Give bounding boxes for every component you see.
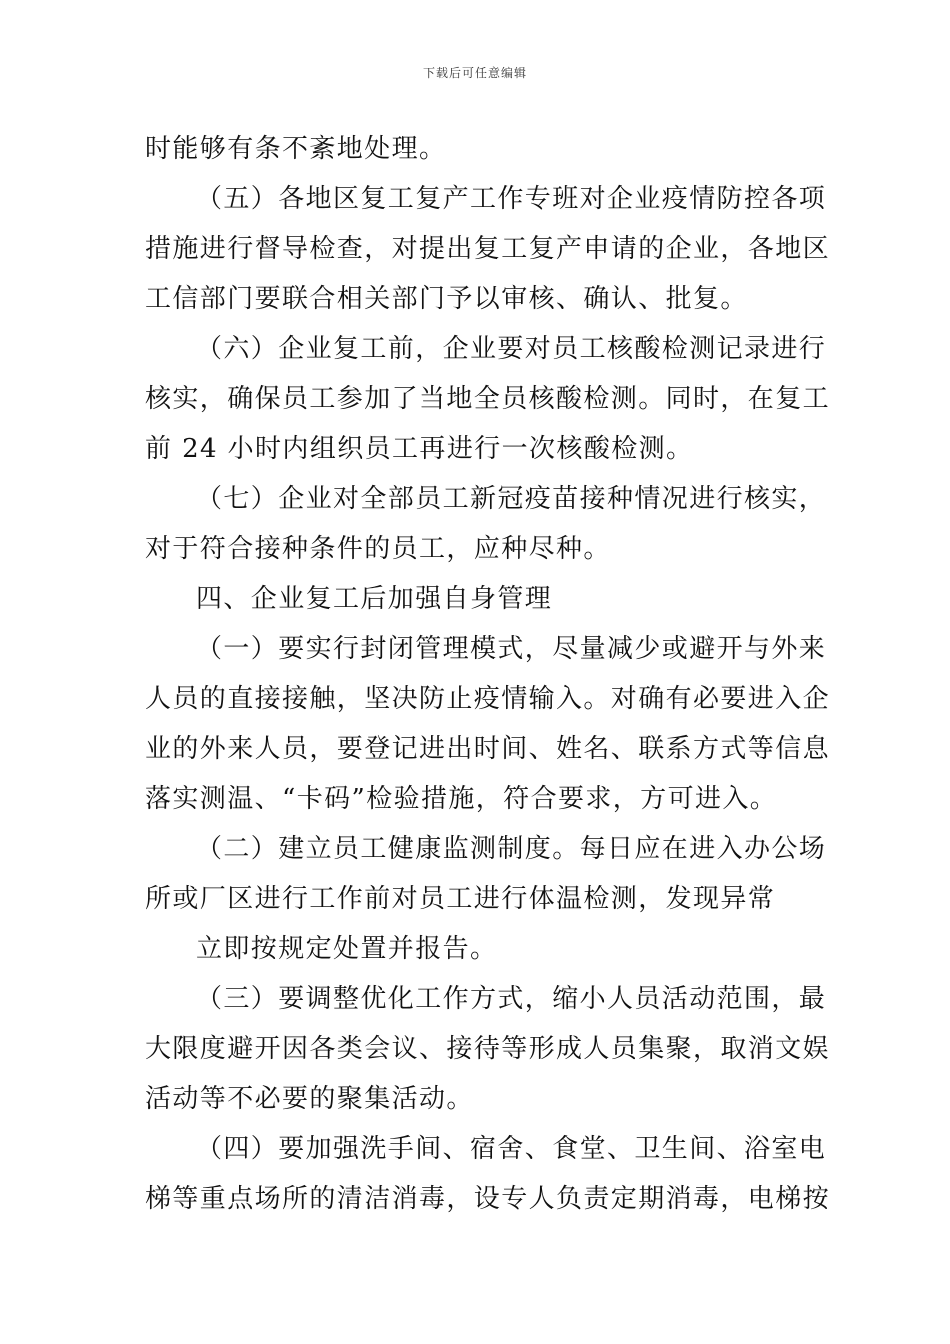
text-line: （五）各地区复工复产工作专班对企业疫情防控各项 (196, 184, 827, 214)
text-line: 活动等不必要的聚集活动。 (145, 1084, 474, 1114)
text-line: 时能够有条不紊地处理。 (145, 134, 447, 164)
text-line: 大限度避开因各类会议、接待等形成人员集聚，取消文娱 (145, 1034, 831, 1064)
text-line: （六）企业复工前，企业要对员工核酸检测记录进行 (196, 334, 827, 364)
text-line: （三）要调整优化工作方式，缩小人员活动范围，最 (196, 984, 827, 1014)
text-line: 落实测温、“卡码”检验措施，符合要求，方可进入。 (145, 784, 778, 814)
text-line: （四）要加强洗手间、宿舍、食堂、卫生间、浴室电 (196, 1134, 827, 1164)
text-line: （一）要实行封闭管理模式，尽量减少或避开与外来 (196, 634, 827, 664)
text-line: 梯等重点场所的清洁消毒，设专人负责定期消毒，电梯按 (145, 1184, 831, 1214)
text-line: 核实，确保员工参加了当地全员核酸检测。同时，在复工 (145, 384, 831, 414)
text-line: 工信部门要联合相关部门予以审核、确认、批复。 (145, 284, 748, 314)
text-line: 人员的直接接触，坚决防止疫情输入。对确有必要进入企 (145, 684, 831, 714)
text-line: （七）企业对全部员工新冠疫苗接种情况进行核实， (196, 484, 827, 514)
text-line: 立即按规定处置并报告。 (196, 934, 498, 964)
text-line: 业的外来人员，要登记进出时间、姓名、联系方式等信息 (145, 734, 831, 764)
text-line: 对于符合接种条件的员工，应种尽种。 (145, 534, 611, 564)
text-line: 前 24 小时内组织员工再进行一次核酸检测。 (145, 434, 694, 464)
text-line: 措施进行督导检查，对提出复工复产申请的企业，各地区 (145, 234, 831, 264)
text-line: （二）建立员工健康监测制度。每日应在进入办公场 (196, 834, 827, 864)
page-header: 下载后可任意编辑 (422, 66, 527, 80)
text-line: 所或厂区进行工作前对员工进行体温检测，发现异常 (145, 884, 776, 914)
section-heading: 四、企业复工后加强自身管理 (196, 584, 553, 614)
